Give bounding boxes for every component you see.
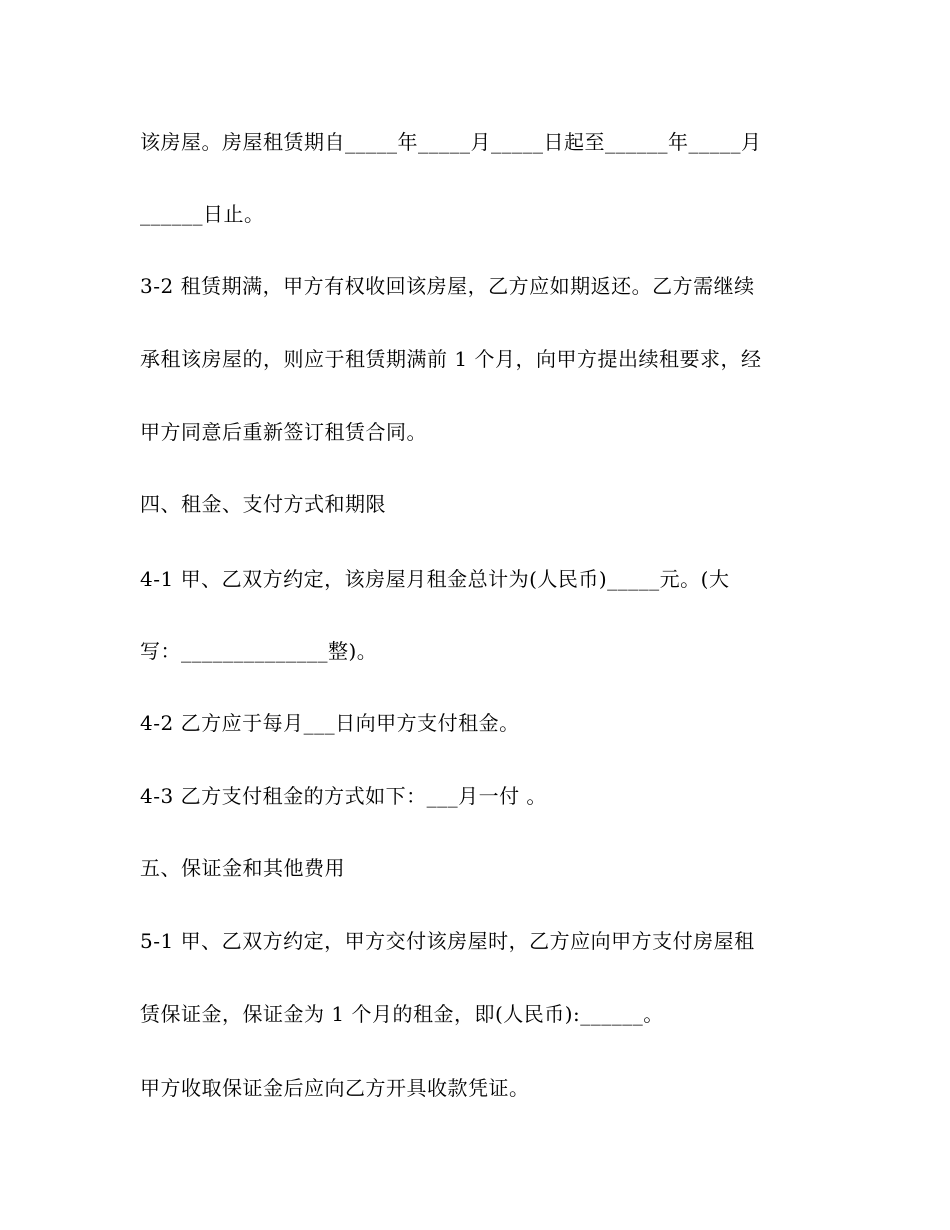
paragraph-line: 写：______________整)。 [140, 639, 378, 663]
clause-3-2: 3-2 租赁期满，甲方有权收回该房屋，乙方应如期返还。乙方需继续 [140, 274, 755, 298]
paragraph-line: ______日止。 [140, 202, 265, 226]
section-heading-5: 五、保证金和其他费用 [140, 856, 345, 880]
paragraph-line: 承租该房屋的，则应于租赁期满前 1 个月，向甲方提出续租要求，经 [140, 347, 762, 371]
section-heading-4: 四、租金、支付方式和期限 [140, 492, 386, 516]
paragraph-line: 甲方同意后重新签订租赁合同。 [140, 420, 427, 444]
clause-4-1: 4-1 甲、乙双方约定，该房屋月租金总计为(人民币)_____元。(大 [140, 567, 730, 591]
clause-5-1: 5-1 甲、乙双方约定，甲方交付该房屋时，乙方应向甲方支付房屋租 [140, 929, 755, 953]
clause-4-3: 4-3 乙方支付租金的方式如下：___月一付 。 [140, 784, 547, 808]
paragraph-line: 赁保证金，保证金为 1 个月的租金，即(人民币):______。 [140, 1002, 664, 1026]
paragraph-line: 甲方收取保证金后应向乙方开具收款凭证。 [140, 1076, 530, 1100]
clause-4-2: 4-2 乙方应于每月___日向甲方支付租金。 [140, 711, 520, 735]
paragraph-line: 该房屋。房屋租赁期自_____年_____月_____日起至______年_____月 [140, 130, 762, 154]
